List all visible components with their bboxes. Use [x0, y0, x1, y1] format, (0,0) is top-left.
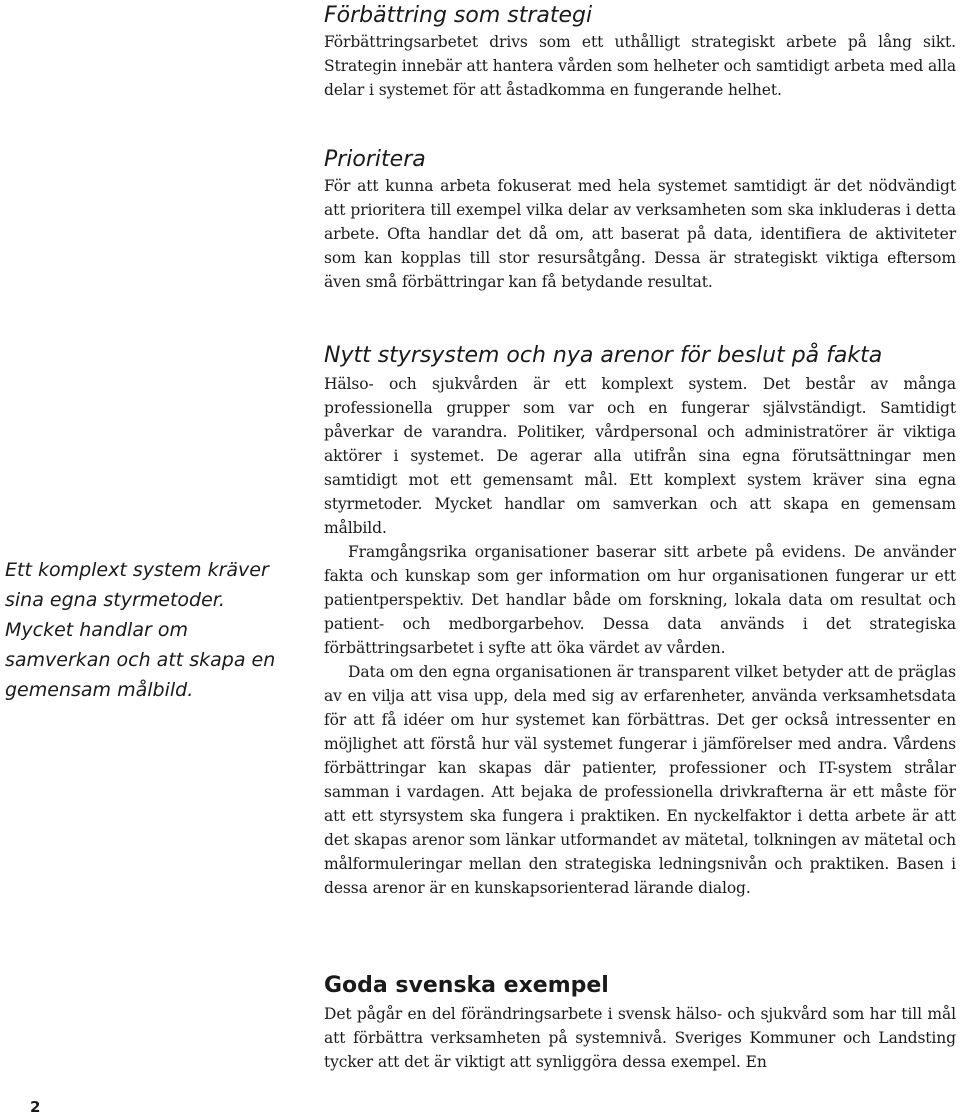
- section-paragraph: Det pågår en del förändringsarbete i svensk hälso- och sjukvård som har till mål att förbättra verksamheten på systemnivå. Sveriges Kommuner och Landsting tycker att det är viktigt att synliggöra dessa exempel. En: [324, 1005, 956, 1071]
- section-heading: Prioritera: [324, 147, 426, 172]
- page-number: 2: [30, 1098, 41, 1116]
- section-heading: Goda svenska exempel: [324, 973, 609, 998]
- section-paragraph: Förbättringsarbetet drivs som ett uthålligt strategiskt arbete på lång sikt. Strategin innebär att hantera vården som helheter och samtidigt arbeta med alla delar i systemet för att åstadkomma en fungerande helhet.: [324, 33, 956, 99]
- section-goda-exempel: [324, 970, 956, 1074]
- section-heading: Nytt styrsystem och nya arenor för beslut på fakta: [324, 343, 883, 368]
- section-prioritera: [324, 146, 956, 294]
- section-paragraph: Data om den egna organisationen är transparent vilket betyder att de präglas av en vilja att visa upp, dela med sig av erfarenheter, använda verksamhetsdata för att få idéer om hur systemet kan förbättras. Det ger också intressenter en möjlighet att förstå hur väl systemet fungerar i jämförelser med andra. Vårdens förbättringar kan skapas där patienter, professioner och IT-system strålar samman i vardagen. Att bejaka de professionella drivkrafterna är ett måste för att ett styrsystem ska fungera i praktiken. En nyckelfaktor i detta arbete är att det skapas arenor som länkar utformandet av mätetal, tolkningen av mätetal och målformuleringar mellan den strategiska ledningsnivån och praktiken. Basen i dessa arenor är en kunskapsorienterad lärande dialog.: [324, 663, 956, 897]
- section-forbattring: [324, 2, 956, 102]
- pull-quote: Ett komplext system kräver sina egna styrmetoder. Mycket handlar om samverkan och att skapa en gemensam målbild.: [5, 559, 276, 701]
- section-paragraph: Hälso- och sjukvården är ett komplext system. Det består av många professionella grupper som var och en fungerar självständigt. Samtidigt påverkar de varandra. Politiker, vårdpersonal och administratörer är viktiga aktörer i systemet. De agerar alla utifrån sina egna förutsättningar men samtidigt mot ett gemensamt mål. Ett komplext system kräver sina egna styrmetoder. Mycket handlar om samverkan och att skapa en gemensam målbild.: [324, 375, 956, 537]
- section-paragraph: För att kunna arbeta fokuserat med hela systemet samtidigt är det nödvändigt att prioritera till exempel vilka delar av verksamheten som ska inkluderas i detta arbete. Ofta handlar det då om, att baserat på data, identifiera de aktiviteter som kan kopplas till stor resursåtgång. Dessa är strategiskt viktiga eftersom även små förbättringar kan få betydande resultat.: [324, 177, 956, 291]
- section-paragraph: Framgångsrika organisationer baserar sitt arbete på evidens. De använder fakta och kunskap som ger information om hur organisationen fungerar ur ett patientperspektiv. Det handlar både om forskning, lokala data om resultat och patient- och medborgarbehov. Dessa data används i det strategiska förbättringsarbetet i syfte att öka värdet av vården.: [324, 543, 956, 657]
- section-nytt-styrsystem: [324, 340, 956, 900]
- section-heading: Förbättring som strategi: [324, 3, 593, 28]
